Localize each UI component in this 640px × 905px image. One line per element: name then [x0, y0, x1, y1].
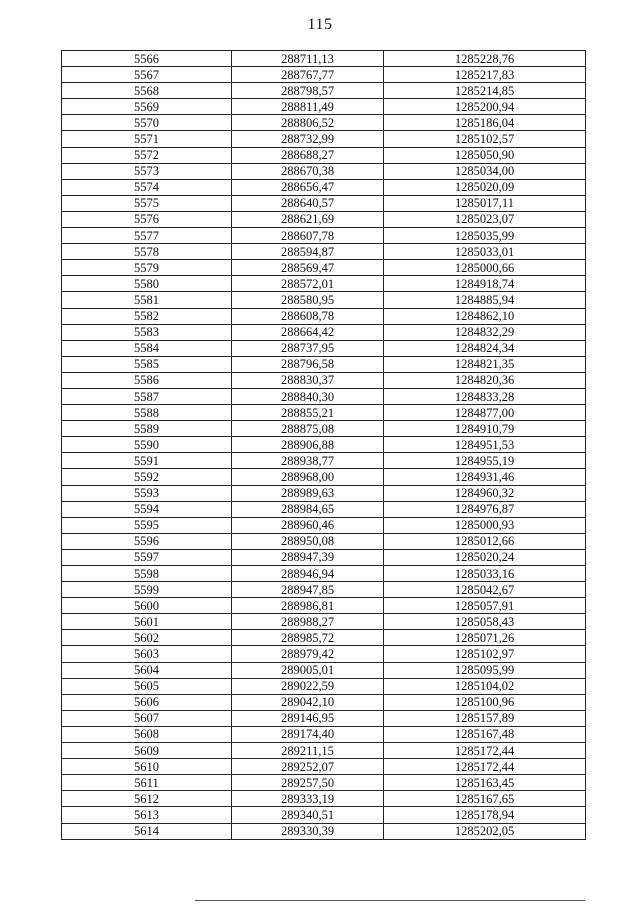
x-coordinate-cell: 288938,77 [232, 453, 384, 469]
point-number-cell: 5582 [62, 308, 232, 324]
y-coordinate-cell: 1284960,32 [384, 485, 586, 501]
point-number-cell: 5602 [62, 630, 232, 646]
table-row [62, 469, 586, 485]
coordinates-table [61, 50, 586, 840]
x-coordinate-cell: 288985,72 [232, 630, 384, 646]
x-coordinate-cell: 288855,21 [232, 405, 384, 421]
point-number-cell: 5604 [62, 662, 232, 678]
table-row [62, 276, 586, 292]
table-row [62, 292, 586, 308]
y-coordinate-cell: 1284862,10 [384, 308, 586, 324]
point-number-cell: 5605 [62, 678, 232, 694]
point-number-cell: 5594 [62, 501, 232, 517]
y-coordinate-cell: 1284955,19 [384, 453, 586, 469]
point-number-cell: 5612 [62, 791, 232, 807]
point-number-cell: 5578 [62, 244, 232, 260]
y-coordinate-cell: 1285172,44 [384, 743, 586, 759]
x-coordinate-cell: 288806,52 [232, 115, 384, 131]
y-coordinate-cell: 1285071,26 [384, 630, 586, 646]
y-coordinate-cell: 1284976,87 [384, 501, 586, 517]
table-row [62, 549, 586, 565]
point-number-cell: 5572 [62, 147, 232, 163]
table-row [62, 630, 586, 646]
table-row [62, 244, 586, 260]
point-number-cell: 5588 [62, 405, 232, 421]
table-row [62, 83, 586, 99]
table-row [62, 566, 586, 582]
table-row [62, 533, 586, 549]
table-row [62, 115, 586, 131]
y-coordinate-cell: 1285058,43 [384, 614, 586, 630]
point-number-cell: 5576 [62, 211, 232, 227]
y-coordinate-cell: 1285050,90 [384, 147, 586, 163]
point-number-cell: 5609 [62, 743, 232, 759]
point-number-cell: 5607 [62, 710, 232, 726]
x-coordinate-cell: 288875,08 [232, 421, 384, 437]
y-coordinate-cell: 1285157,89 [384, 710, 586, 726]
point-number-cell: 5570 [62, 115, 232, 131]
table-row [62, 211, 586, 227]
point-number-cell: 5613 [62, 807, 232, 823]
table-row [62, 726, 586, 742]
x-coordinate-cell: 288946,94 [232, 566, 384, 582]
point-number-cell: 5584 [62, 340, 232, 356]
x-coordinate-cell: 289005,01 [232, 662, 384, 678]
table-row [62, 372, 586, 388]
y-coordinate-cell: 1285214,85 [384, 83, 586, 99]
point-number-cell: 5571 [62, 131, 232, 147]
x-coordinate-cell: 289146,95 [232, 710, 384, 726]
table-row [62, 582, 586, 598]
x-coordinate-cell: 288830,37 [232, 372, 384, 388]
x-coordinate-cell: 288594,87 [232, 244, 384, 260]
x-coordinate-cell: 289174,40 [232, 726, 384, 742]
x-coordinate-cell: 288988,27 [232, 614, 384, 630]
point-number-cell: 5598 [62, 566, 232, 582]
point-number-cell: 5592 [62, 469, 232, 485]
point-number-cell: 5575 [62, 195, 232, 211]
y-coordinate-cell: 1285033,16 [384, 566, 586, 582]
y-coordinate-cell: 1284910,79 [384, 421, 586, 437]
x-coordinate-cell: 289340,51 [232, 807, 384, 823]
y-coordinate-cell: 1285000,93 [384, 517, 586, 533]
x-coordinate-cell: 289022,59 [232, 678, 384, 694]
table-row [62, 759, 586, 775]
table-row [62, 517, 586, 533]
point-number-cell: 5569 [62, 99, 232, 115]
table-row [62, 51, 586, 67]
x-coordinate-cell: 288796,58 [232, 356, 384, 372]
y-coordinate-cell: 1284820,36 [384, 372, 586, 388]
y-coordinate-cell: 1285217,83 [384, 67, 586, 83]
point-number-cell: 5568 [62, 83, 232, 99]
x-coordinate-cell: 288608,78 [232, 308, 384, 324]
point-number-cell: 5586 [62, 372, 232, 388]
x-coordinate-cell: 289042,10 [232, 694, 384, 710]
x-coordinate-cell: 288664,42 [232, 324, 384, 340]
table-row [62, 662, 586, 678]
point-number-cell: 5611 [62, 775, 232, 791]
point-number-cell: 5580 [62, 276, 232, 292]
point-number-cell: 5603 [62, 646, 232, 662]
table-row [62, 388, 586, 404]
x-coordinate-cell: 288737,95 [232, 340, 384, 356]
y-coordinate-cell: 1285020,09 [384, 179, 586, 195]
y-coordinate-cell: 1285035,99 [384, 228, 586, 244]
y-coordinate-cell: 1285012,66 [384, 533, 586, 549]
point-number-cell: 5567 [62, 67, 232, 83]
x-coordinate-cell: 288947,85 [232, 582, 384, 598]
point-number-cell: 5597 [62, 549, 232, 565]
x-coordinate-cell: 289257,50 [232, 775, 384, 791]
x-coordinate-cell: 288732,99 [232, 131, 384, 147]
table-row [62, 614, 586, 630]
y-coordinate-cell: 1285057,91 [384, 598, 586, 614]
y-coordinate-cell: 1285202,05 [384, 823, 586, 839]
y-coordinate-cell: 1285167,65 [384, 791, 586, 807]
point-number-cell: 5579 [62, 260, 232, 276]
point-number-cell: 5595 [62, 517, 232, 533]
y-coordinate-cell: 1285102,97 [384, 646, 586, 662]
table-row [62, 437, 586, 453]
table-row [62, 340, 586, 356]
y-coordinate-cell: 1285100,96 [384, 694, 586, 710]
x-coordinate-cell: 288798,57 [232, 83, 384, 99]
y-coordinate-cell: 1284951,53 [384, 437, 586, 453]
y-coordinate-cell: 1285034,00 [384, 163, 586, 179]
y-coordinate-cell: 1284918,74 [384, 276, 586, 292]
x-coordinate-cell: 288656,47 [232, 179, 384, 195]
y-coordinate-cell: 1285020,24 [384, 549, 586, 565]
table-row [62, 147, 586, 163]
x-coordinate-cell: 288711,13 [232, 51, 384, 67]
table-row [62, 228, 586, 244]
point-number-cell: 5589 [62, 421, 232, 437]
point-number-cell: 5583 [62, 324, 232, 340]
y-coordinate-cell: 1285042,67 [384, 582, 586, 598]
x-coordinate-cell: 288950,08 [232, 533, 384, 549]
y-coordinate-cell: 1285228,76 [384, 51, 586, 67]
x-coordinate-cell: 289333,19 [232, 791, 384, 807]
point-number-cell: 5581 [62, 292, 232, 308]
point-number-cell: 5599 [62, 582, 232, 598]
table-row [62, 405, 586, 421]
x-coordinate-cell: 288989,63 [232, 485, 384, 501]
table-row [62, 823, 586, 839]
table-row [62, 710, 586, 726]
x-coordinate-cell: 288688,27 [232, 147, 384, 163]
x-coordinate-cell: 289211,15 [232, 743, 384, 759]
table-row [62, 67, 586, 83]
x-coordinate-cell: 288840,30 [232, 388, 384, 404]
point-number-cell: 5610 [62, 759, 232, 775]
table-row [62, 775, 586, 791]
table-row [62, 421, 586, 437]
y-coordinate-cell: 1285033,01 [384, 244, 586, 260]
x-coordinate-cell: 288968,00 [232, 469, 384, 485]
table-row [62, 678, 586, 694]
y-coordinate-cell: 1284931,46 [384, 469, 586, 485]
page-number: 115 [307, 16, 333, 33]
table-row [62, 179, 586, 195]
table-row [62, 260, 586, 276]
table-row [62, 324, 586, 340]
point-number-cell: 5614 [62, 823, 232, 839]
point-number-cell: 5574 [62, 179, 232, 195]
table-row [62, 598, 586, 614]
x-coordinate-cell: 288986,81 [232, 598, 384, 614]
table-row [62, 163, 586, 179]
y-coordinate-cell: 1285178,94 [384, 807, 586, 823]
table-row [62, 131, 586, 147]
table-row [62, 791, 586, 807]
y-coordinate-cell: 1285163,45 [384, 775, 586, 791]
bottom-rule [195, 900, 585, 901]
x-coordinate-cell: 289252,07 [232, 759, 384, 775]
y-coordinate-cell: 1285200,94 [384, 99, 586, 115]
y-coordinate-cell: 1284824,34 [384, 340, 586, 356]
x-coordinate-cell: 288580,95 [232, 292, 384, 308]
table-row [62, 743, 586, 759]
y-coordinate-cell: 1285167,48 [384, 726, 586, 742]
x-coordinate-cell: 288979,42 [232, 646, 384, 662]
point-number-cell: 5596 [62, 533, 232, 549]
point-number-cell: 5566 [62, 51, 232, 67]
table-row [62, 195, 586, 211]
table-row [62, 646, 586, 662]
x-coordinate-cell: 288621,69 [232, 211, 384, 227]
x-coordinate-cell: 288572,01 [232, 276, 384, 292]
y-coordinate-cell: 1285172,44 [384, 759, 586, 775]
y-coordinate-cell: 1285095,99 [384, 662, 586, 678]
table-row [62, 501, 586, 517]
y-coordinate-cell: 1284821,35 [384, 356, 586, 372]
x-coordinate-cell: 288670,38 [232, 163, 384, 179]
x-coordinate-cell: 288811,49 [232, 99, 384, 115]
y-coordinate-cell: 1284877,00 [384, 405, 586, 421]
y-coordinate-cell: 1284832,29 [384, 324, 586, 340]
point-number-cell: 5593 [62, 485, 232, 501]
table-row [62, 807, 586, 823]
point-number-cell: 5591 [62, 453, 232, 469]
point-number-cell: 5600 [62, 598, 232, 614]
table-row [62, 308, 586, 324]
point-number-cell: 5577 [62, 228, 232, 244]
x-coordinate-cell: 288640,57 [232, 195, 384, 211]
table-row [62, 694, 586, 710]
y-coordinate-cell: 1285023,07 [384, 211, 586, 227]
x-coordinate-cell: 288767,77 [232, 67, 384, 83]
point-number-cell: 5608 [62, 726, 232, 742]
table-row [62, 453, 586, 469]
x-coordinate-cell: 288906,88 [232, 437, 384, 453]
table-row [62, 485, 586, 501]
point-number-cell: 5573 [62, 163, 232, 179]
y-coordinate-cell: 1285186,04 [384, 115, 586, 131]
x-coordinate-cell: 289330,39 [232, 823, 384, 839]
x-coordinate-cell: 288607,78 [232, 228, 384, 244]
y-coordinate-cell: 1285000,66 [384, 260, 586, 276]
x-coordinate-cell: 288569,47 [232, 260, 384, 276]
coordinates-table-body [62, 51, 586, 840]
y-coordinate-cell: 1285102,57 [384, 131, 586, 147]
x-coordinate-cell: 288960,46 [232, 517, 384, 533]
point-number-cell: 5590 [62, 437, 232, 453]
x-coordinate-cell: 288947,39 [232, 549, 384, 565]
y-coordinate-cell: 1285104,02 [384, 678, 586, 694]
y-coordinate-cell: 1284833,28 [384, 388, 586, 404]
table-row [62, 356, 586, 372]
y-coordinate-cell: 1285017,11 [384, 195, 586, 211]
point-number-cell: 5606 [62, 694, 232, 710]
table-row [62, 99, 586, 115]
point-number-cell: 5585 [62, 356, 232, 372]
point-number-cell: 5601 [62, 614, 232, 630]
point-number-cell: 5587 [62, 388, 232, 404]
y-coordinate-cell: 1284885,94 [384, 292, 586, 308]
x-coordinate-cell: 288984,65 [232, 501, 384, 517]
